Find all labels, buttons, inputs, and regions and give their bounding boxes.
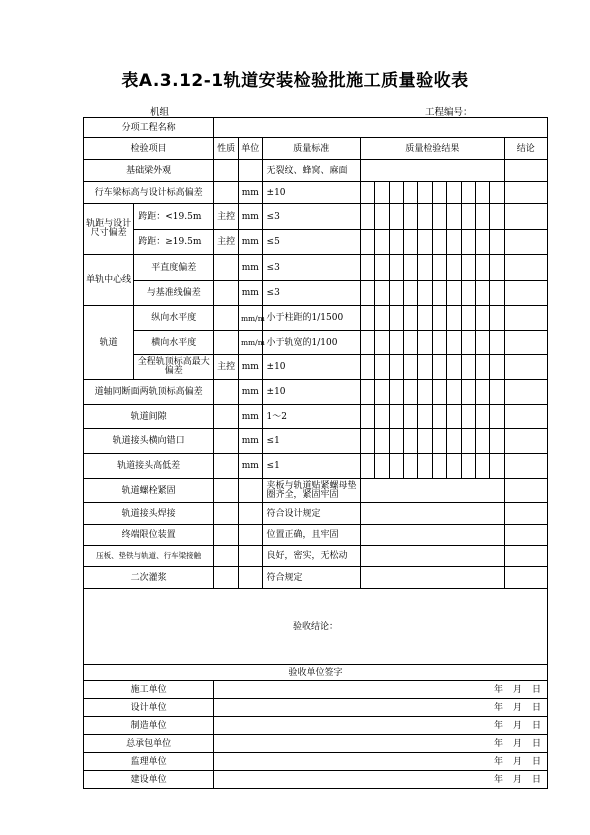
result-cell[interactable] <box>432 182 446 204</box>
table-row <box>84 546 548 567</box>
item-nature <box>214 255 239 281</box>
result-cell[interactable] <box>475 281 489 306</box>
date-year-label: 年 <box>493 738 503 749</box>
item-unit: mm <box>238 281 262 306</box>
result-cell[interactable] <box>375 230 389 255</box>
signer-field[interactable] <box>214 753 548 771</box>
conclusion-cell[interactable] <box>504 479 547 503</box>
result-cell[interactable] <box>432 454 446 479</box>
result-cell[interactable] <box>490 182 504 204</box>
conclusion-cell[interactable] <box>504 255 547 281</box>
result-cell[interactable] <box>404 306 418 331</box>
table-row <box>84 525 548 546</box>
item-name: 纵向水平度 <box>134 306 214 331</box>
result-cell[interactable] <box>361 454 375 479</box>
item-name: 压板、垫铁与轨道、行车梁接触 <box>84 546 214 567</box>
item-name: 轨道接头横向错口 <box>84 429 214 454</box>
item-nature: 主控 <box>214 355 239 380</box>
item-name: 与基准线偏差 <box>134 281 214 306</box>
item-name: 平直度偏差 <box>134 255 214 281</box>
item-name: 终端限位装置 <box>84 525 214 546</box>
item-standard: 符合规定 <box>262 567 361 589</box>
sign-title: 验收单位签字 <box>84 665 548 681</box>
signer-field[interactable] <box>214 699 548 717</box>
result-cell[interactable] <box>461 355 475 380</box>
result-cell[interactable] <box>418 405 432 429</box>
conclusion-cell[interactable] <box>504 355 547 380</box>
signer-label: 监理单位 <box>84 753 214 771</box>
result-cell[interactable] <box>475 355 489 380</box>
result-cell[interactable] <box>361 546 505 567</box>
conclusion-cell[interactable] <box>504 204 547 230</box>
result-cell[interactable] <box>375 331 389 355</box>
date-month-label: 月 <box>512 684 522 695</box>
result-cell[interactable] <box>404 355 418 380</box>
item-nature: 主控 <box>214 230 239 255</box>
result-cell[interactable] <box>361 255 375 281</box>
item-nature <box>214 567 239 589</box>
conclusion-cell[interactable] <box>504 160 547 182</box>
date-month-label: 月 <box>512 738 522 749</box>
item-standard: ≤3 <box>262 255 361 281</box>
result-cell[interactable] <box>375 454 389 479</box>
item-unit: mm <box>238 255 262 281</box>
result-cell[interactable] <box>389 454 403 479</box>
result-cell[interactable] <box>461 204 475 230</box>
result-cell[interactable] <box>490 306 504 331</box>
item-unit <box>238 479 262 503</box>
result-cell[interactable] <box>490 454 504 479</box>
result-cell[interactable] <box>361 306 375 331</box>
item-standard: ±10 <box>262 355 361 380</box>
table-row <box>84 454 548 479</box>
date-year-label: 年 <box>493 720 503 731</box>
result-cell[interactable] <box>447 355 461 380</box>
item-nature <box>214 281 239 306</box>
item-standard: 符合设计规定 <box>262 503 361 525</box>
result-cell[interactable] <box>461 306 475 331</box>
result-cell[interactable] <box>375 429 389 454</box>
signer-label: 设计单位 <box>84 699 214 717</box>
result-cell[interactable] <box>447 380 461 405</box>
result-cell[interactable] <box>418 204 432 230</box>
date-day-label: 日 <box>531 684 541 695</box>
item-unit: mm <box>238 182 262 204</box>
signer-row <box>84 753 548 771</box>
result-cell[interactable] <box>432 331 446 355</box>
unit-label: 机组 <box>150 107 170 118</box>
subproject-label: 分项工程名称 <box>84 118 214 138</box>
result-cell[interactable] <box>475 331 489 355</box>
result-cell[interactable] <box>361 525 505 546</box>
item-unit: mm <box>238 405 262 429</box>
item-nature: 主控 <box>214 204 239 230</box>
result-cell[interactable] <box>361 204 375 230</box>
signer-field[interactable] <box>214 771 548 789</box>
result-cell[interactable] <box>490 255 504 281</box>
result-cell[interactable] <box>389 355 403 380</box>
table-row <box>84 380 548 405</box>
header-result: 质量检验结果 <box>361 138 505 160</box>
date-month-label: 月 <box>512 720 522 731</box>
item-unit: mm <box>238 355 262 380</box>
item-name: 轨道接头焊接 <box>84 503 214 525</box>
signer-row <box>84 771 548 789</box>
result-cell[interactable] <box>447 204 461 230</box>
date-year-label: 年 <box>493 774 503 785</box>
result-cell[interactable] <box>404 331 418 355</box>
table-row <box>84 567 548 589</box>
result-cell[interactable] <box>375 306 389 331</box>
result-cell[interactable] <box>375 255 389 281</box>
table-row <box>84 331 548 355</box>
signer-row <box>84 735 548 753</box>
item-name: 轨道接头高低差 <box>84 454 214 479</box>
result-cell[interactable] <box>404 454 418 479</box>
item-name: 二次灌浆 <box>84 567 214 589</box>
date-month-label: 月 <box>512 756 522 767</box>
table-row <box>84 255 548 281</box>
result-cell[interactable] <box>475 182 489 204</box>
result-cell[interactable] <box>389 204 403 230</box>
item-unit: mm/m <box>238 306 262 331</box>
table-row <box>84 306 548 331</box>
group-label: 轨距与设计尺寸偏差 <box>84 204 134 255</box>
result-cell[interactable] <box>418 306 432 331</box>
item-unit: mm <box>238 230 262 255</box>
result-cell[interactable] <box>447 331 461 355</box>
result-cell[interactable] <box>404 182 418 204</box>
conclusion-cell[interactable] <box>504 454 547 479</box>
result-cell[interactable] <box>389 405 403 429</box>
item-unit <box>238 160 262 182</box>
date-day-label: 日 <box>531 756 541 767</box>
result-cell[interactable] <box>461 454 475 479</box>
item-unit <box>238 546 262 567</box>
date-day-label: 日 <box>531 738 541 749</box>
result-cell[interactable] <box>418 182 432 204</box>
result-cell[interactable] <box>447 182 461 204</box>
result-cell[interactable] <box>447 281 461 306</box>
signer-field[interactable] <box>214 735 548 753</box>
result-cell[interactable] <box>361 429 375 454</box>
result-cell[interactable] <box>361 331 375 355</box>
date-day-label: 日 <box>531 774 541 785</box>
result-cell[interactable] <box>375 281 389 306</box>
date-year-label: 年 <box>493 702 503 713</box>
table-row <box>84 479 548 503</box>
result-cell[interactable] <box>361 281 375 306</box>
result-cell[interactable] <box>432 204 446 230</box>
conclusion-cell[interactable] <box>504 331 547 355</box>
sign-date <box>216 703 545 713</box>
result-cell[interactable] <box>490 230 504 255</box>
result-cell[interactable] <box>432 355 446 380</box>
item-standard: ≤1 <box>262 429 361 454</box>
result-cell[interactable] <box>361 503 505 525</box>
result-cell[interactable] <box>418 255 432 281</box>
signer-label: 施工单位 <box>84 681 214 699</box>
result-cell[interactable] <box>447 306 461 331</box>
result-cell[interactable] <box>432 380 446 405</box>
item-name: 跨距：≥19.5m <box>134 230 214 255</box>
result-cell[interactable] <box>447 454 461 479</box>
item-standard: 无裂纹、蜂窝、麻面 <box>262 160 361 182</box>
result-cell[interactable] <box>418 230 432 255</box>
inspection-table <box>83 117 548 789</box>
item-standard: 小于柱距的1/1500 <box>262 306 361 331</box>
result-cell[interactable] <box>432 306 446 331</box>
item-nature <box>214 503 239 525</box>
page-title: 表A.3.12-1轨道安装检验批施工质量验收表 <box>121 71 469 91</box>
conclusion-cell[interactable] <box>504 182 547 204</box>
item-unit: mm <box>238 380 262 405</box>
result-cell[interactable] <box>461 255 475 281</box>
item-name: 跨距：<19.5m <box>134 204 214 230</box>
result-cell[interactable] <box>389 281 403 306</box>
result-cell[interactable] <box>461 331 475 355</box>
item-name: 全程轨顶标高最大偏差 <box>134 355 214 380</box>
result-cell[interactable] <box>361 160 505 182</box>
item-nature <box>214 454 239 479</box>
result-cell[interactable] <box>418 454 432 479</box>
result-cell[interactable] <box>389 380 403 405</box>
result-cell[interactable] <box>432 255 446 281</box>
header-unit: 单位 <box>238 138 262 160</box>
result-cell[interactable] <box>404 380 418 405</box>
item-unit: mm <box>238 454 262 479</box>
item-standard: 夹板与轨道贴紧螺母垫圈齐全，紧固牢固 <box>262 479 361 503</box>
result-cell[interactable] <box>461 380 475 405</box>
table-row <box>84 429 548 454</box>
result-cell[interactable] <box>447 429 461 454</box>
result-cell[interactable] <box>475 230 489 255</box>
result-cell[interactable] <box>418 331 432 355</box>
result-cell[interactable] <box>361 230 375 255</box>
sign-date <box>216 739 545 749</box>
result-cell[interactable] <box>418 281 432 306</box>
signer-field[interactable] <box>214 717 548 735</box>
result-cell[interactable] <box>475 306 489 331</box>
result-cell[interactable] <box>361 380 375 405</box>
result-cell[interactable] <box>490 331 504 355</box>
table-header <box>84 138 548 160</box>
result-cell[interactable] <box>361 355 375 380</box>
date-month-label: 月 <box>512 774 522 785</box>
result-cell[interactable] <box>375 405 389 429</box>
result-cell[interactable] <box>418 380 432 405</box>
subproject-value[interactable] <box>214 118 548 138</box>
date-year-label: 年 <box>493 756 503 767</box>
table-row <box>84 355 548 380</box>
result-cell[interactable] <box>432 230 446 255</box>
conclusion-cell[interactable] <box>504 230 547 255</box>
result-cell[interactable] <box>490 405 504 429</box>
result-cell[interactable] <box>389 255 403 281</box>
result-cell[interactable] <box>461 281 475 306</box>
result-cell[interactable] <box>475 405 489 429</box>
item-nature <box>214 479 239 503</box>
sign-date <box>216 757 545 767</box>
signer-field[interactable] <box>214 681 548 699</box>
item-standard: ±10 <box>262 380 361 405</box>
conclusion-cell[interactable] <box>504 503 547 525</box>
item-standard: 1～2 <box>262 405 361 429</box>
result-cell[interactable] <box>461 405 475 429</box>
item-unit: mm <box>238 429 262 454</box>
item-unit <box>238 525 262 546</box>
result-cell[interactable] <box>475 454 489 479</box>
signer-row <box>84 717 548 735</box>
result-cell[interactable] <box>447 405 461 429</box>
group-label: 单轨中心线 <box>84 255 134 306</box>
item-standard: ≤3 <box>262 281 361 306</box>
item-nature <box>214 160 239 182</box>
result-cell[interactable] <box>418 355 432 380</box>
table-row <box>84 160 548 182</box>
result-cell[interactable] <box>447 230 461 255</box>
result-cell[interactable] <box>389 306 403 331</box>
date-day-label: 日 <box>531 720 541 731</box>
item-name: 轨道间隙 <box>84 405 214 429</box>
item-standard: ≤1 <box>262 454 361 479</box>
signer-label: 总承包单位 <box>84 735 214 753</box>
item-standard: 位置正确，且牢固 <box>262 525 361 546</box>
item-name: 横向水平度 <box>134 331 214 355</box>
result-cell[interactable] <box>361 182 375 204</box>
signer-row <box>84 699 548 717</box>
item-nature <box>214 525 239 546</box>
item-nature <box>214 405 239 429</box>
result-cell[interactable] <box>404 204 418 230</box>
conclusion-cell[interactable] <box>504 405 547 429</box>
result-cell[interactable] <box>404 255 418 281</box>
result-cell[interactable] <box>375 355 389 380</box>
conclusion-cell[interactable] <box>504 380 547 405</box>
header-conclusion: 结论 <box>504 138 547 160</box>
result-cell[interactable] <box>475 255 489 281</box>
result-cell[interactable] <box>375 182 389 204</box>
item-name: 基础梁外观 <box>84 160 214 182</box>
result-cell[interactable] <box>361 479 505 503</box>
result-cell[interactable] <box>475 204 489 230</box>
group-label: 轨道 <box>84 306 134 380</box>
result-cell[interactable] <box>389 230 403 255</box>
item-standard: ≤3 <box>262 204 361 230</box>
date-month-label: 月 <box>512 702 522 713</box>
item-nature <box>214 429 239 454</box>
item-standard: 良好，密实，无松动 <box>262 546 361 567</box>
header-item: 检验项目 <box>84 138 214 160</box>
sign-date <box>216 775 545 785</box>
conclusion-box[interactable] <box>84 589 548 665</box>
result-cell[interactable] <box>432 405 446 429</box>
result-cell[interactable] <box>490 204 504 230</box>
result-cell[interactable] <box>432 429 446 454</box>
item-name: 道轴同断面两轨顶标高偏差 <box>84 380 214 405</box>
item-unit <box>238 567 262 589</box>
sign-date <box>216 685 545 695</box>
conclusion-cell[interactable] <box>504 525 547 546</box>
result-cell[interactable] <box>404 230 418 255</box>
item-name: 行车梁标高与设计标高偏差 <box>84 182 214 204</box>
table-row <box>84 405 548 429</box>
item-nature <box>214 182 239 204</box>
table-row <box>84 182 548 204</box>
result-cell[interactable] <box>375 380 389 405</box>
signer-label: 建设单位 <box>84 771 214 789</box>
date-day-label: 日 <box>531 702 541 713</box>
item-nature <box>214 546 239 567</box>
sign-date <box>216 721 545 731</box>
result-cell[interactable] <box>475 429 489 454</box>
result-cell[interactable] <box>361 567 505 589</box>
conclusion-cell[interactable] <box>504 546 547 567</box>
item-standard: ±10 <box>262 182 361 204</box>
item-unit <box>238 503 262 525</box>
result-cell[interactable] <box>490 380 504 405</box>
conclusion-cell[interactable] <box>504 306 547 331</box>
header-standard: 质量标准 <box>262 138 361 160</box>
table-row <box>84 204 548 230</box>
result-cell[interactable] <box>490 281 504 306</box>
result-cell[interactable] <box>389 182 403 204</box>
result-cell[interactable] <box>475 380 489 405</box>
conclusion-cell[interactable] <box>504 281 547 306</box>
signer-row <box>84 681 548 699</box>
date-year-label: 年 <box>493 684 503 695</box>
item-nature <box>214 380 239 405</box>
conclusion-cell[interactable] <box>504 429 547 454</box>
table-row <box>84 503 548 525</box>
result-cell[interactable] <box>447 255 461 281</box>
result-cell[interactable] <box>389 429 403 454</box>
result-cell[interactable] <box>461 429 475 454</box>
result-cell[interactable] <box>375 204 389 230</box>
header-nature: 性质 <box>214 138 239 160</box>
item-unit: mm/m <box>238 331 262 355</box>
table-row <box>84 281 548 306</box>
result-cell[interactable] <box>418 429 432 454</box>
conclusion-label: 验收结论： <box>292 621 338 632</box>
project-no-label: 工程编号： <box>425 107 473 118</box>
item-name: 轨道螺栓紧固 <box>84 479 214 503</box>
result-cell[interactable] <box>461 230 475 255</box>
result-cell[interactable] <box>490 355 504 380</box>
result-cell[interactable] <box>490 429 504 454</box>
result-cell[interactable] <box>404 281 418 306</box>
conclusion-cell[interactable] <box>504 567 547 589</box>
item-nature <box>214 306 239 331</box>
table-row <box>84 230 548 255</box>
result-cell[interactable] <box>432 281 446 306</box>
result-cell[interactable] <box>361 405 375 429</box>
item-standard: ≤5 <box>262 230 361 255</box>
result-cell[interactable] <box>461 182 475 204</box>
result-cell[interactable] <box>389 331 403 355</box>
result-cell[interactable] <box>404 429 418 454</box>
signer-label: 制造单位 <box>84 717 214 735</box>
result-cell[interactable] <box>404 405 418 429</box>
item-standard: 小于轨宽的1/100 <box>262 331 361 355</box>
item-nature <box>214 331 239 355</box>
item-unit: mm <box>238 204 262 230</box>
